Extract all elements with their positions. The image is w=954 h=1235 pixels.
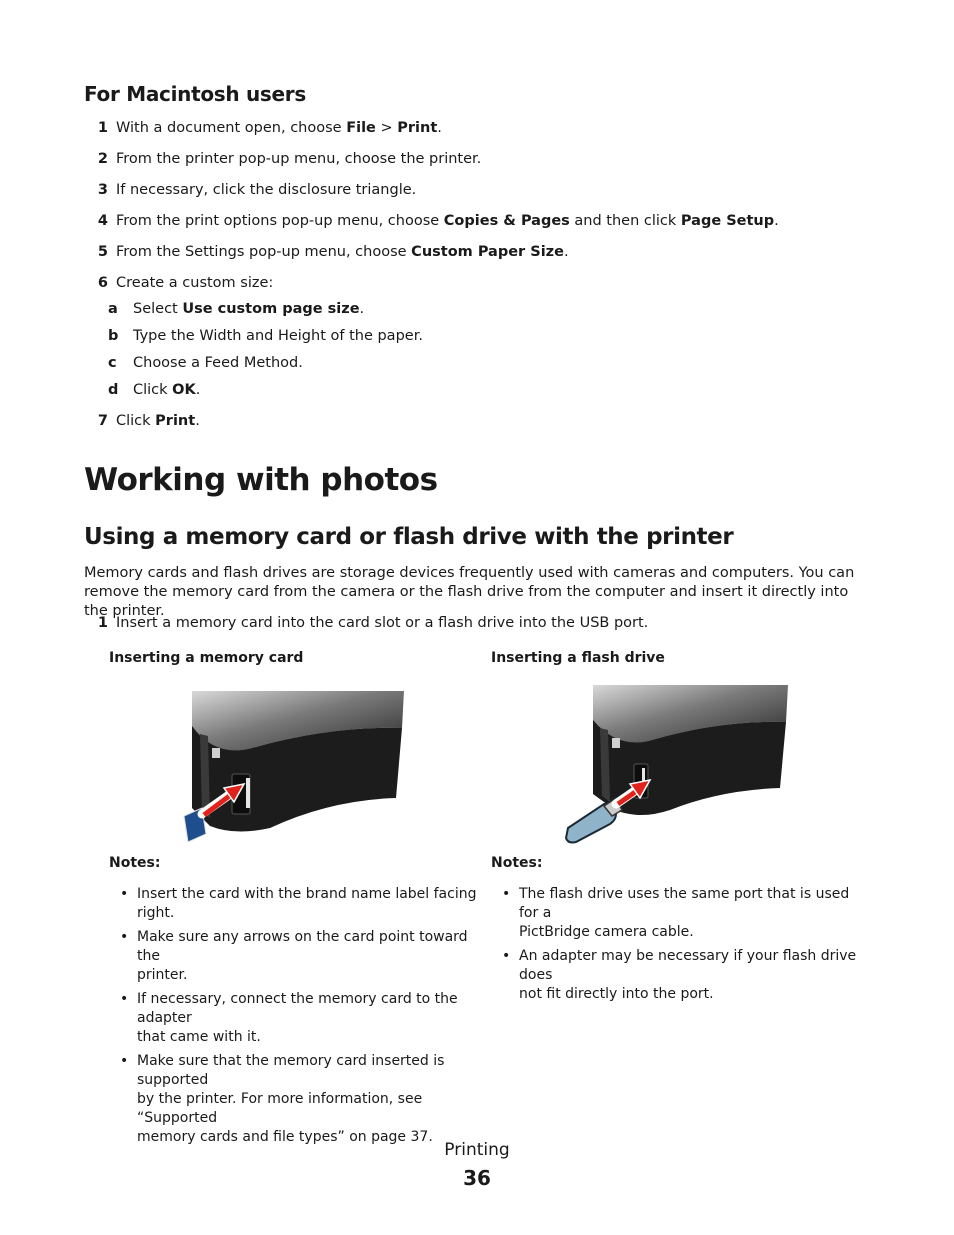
flash-drive-illustration [560, 682, 792, 846]
bullet-icon: • [120, 929, 129, 945]
bullet-icon: • [502, 948, 511, 964]
heading-macintosh-users: For Macintosh users [84, 82, 306, 106]
mac-step-6: 6 Create a custom size: [97, 275, 274, 291]
list-item: • An adapter may be necessary if your flash drive does not fit directly into the port. [502, 948, 857, 1002]
list-item: • Make sure any arrows on the card point toward the printer. [120, 929, 468, 983]
mac-substep-d: d Click OK. [108, 382, 201, 398]
bullet-icon: • [120, 886, 129, 902]
caption-memory-card: Inserting a memory card [109, 650, 304, 666]
page-number: 36 [463, 1166, 491, 1190]
notes-list-left [108, 885, 488, 1152]
list-item: • Make sure that the memory card inserted is supported by the printer. For more information, see “Supported memory cards and file types” on page 37. [120, 1053, 445, 1145]
section-subtitle: Using a memory card or flash drive with the printer [84, 524, 734, 550]
list-item: • The flash drive uses the same port that is used for a PictBridge camera cable. [502, 886, 850, 940]
bullet-icon: • [120, 991, 129, 1007]
bullet-icon: • [120, 1053, 129, 1069]
mac-step-5: 5 From the Settings pop-up menu, choose Custom Paper Size. [97, 244, 569, 260]
mac-substep-c: c Choose a Feed Method. [108, 355, 303, 371]
notes-label-left: Notes: [109, 855, 161, 871]
mac-step-4: 4 From the print options pop-up menu, choose Copies & Pages and then click Page Setup. [97, 213, 779, 229]
photo-step-1: 1 Insert a memory card into the card slot or a flash drive into the USB port. [97, 615, 649, 631]
footer-section-name: Printing [444, 1140, 510, 1160]
memory-card-illustration [180, 688, 410, 844]
notes-list-right [490, 885, 870, 1009]
notes-label-right: Notes: [491, 855, 543, 871]
bullet-icon: • [502, 886, 511, 902]
mac-substep-b: b Type the Width and Height of the paper. [108, 328, 423, 344]
mac-step-1: 1 With a document open, choose File > Print. [97, 120, 442, 136]
list-item: • Insert the card with the brand name label facing right. [120, 886, 477, 921]
caption-flash-drive: Inserting a flash drive [491, 650, 665, 666]
mac-step-2: 2 From the printer pop-up menu, choose the printer. [97, 151, 482, 167]
mac-step-3: 3 If necessary, click the disclosure triangle. [97, 182, 417, 198]
section-title: Working with photos [84, 462, 438, 498]
intro-paragraph: Memory cards and flash drives are storage devices frequently used with cameras and computers. You can remove the memory card from the camera or the flash drive from the computer and insert it directly into the printer. [84, 565, 855, 619]
mac-substep-a: a Select Use custom page size. [108, 301, 365, 317]
mac-step-7: 7 Click Print. [97, 413, 200, 429]
list-item: • If necessary, connect the memory card to the adapter that came with it. [120, 991, 458, 1045]
